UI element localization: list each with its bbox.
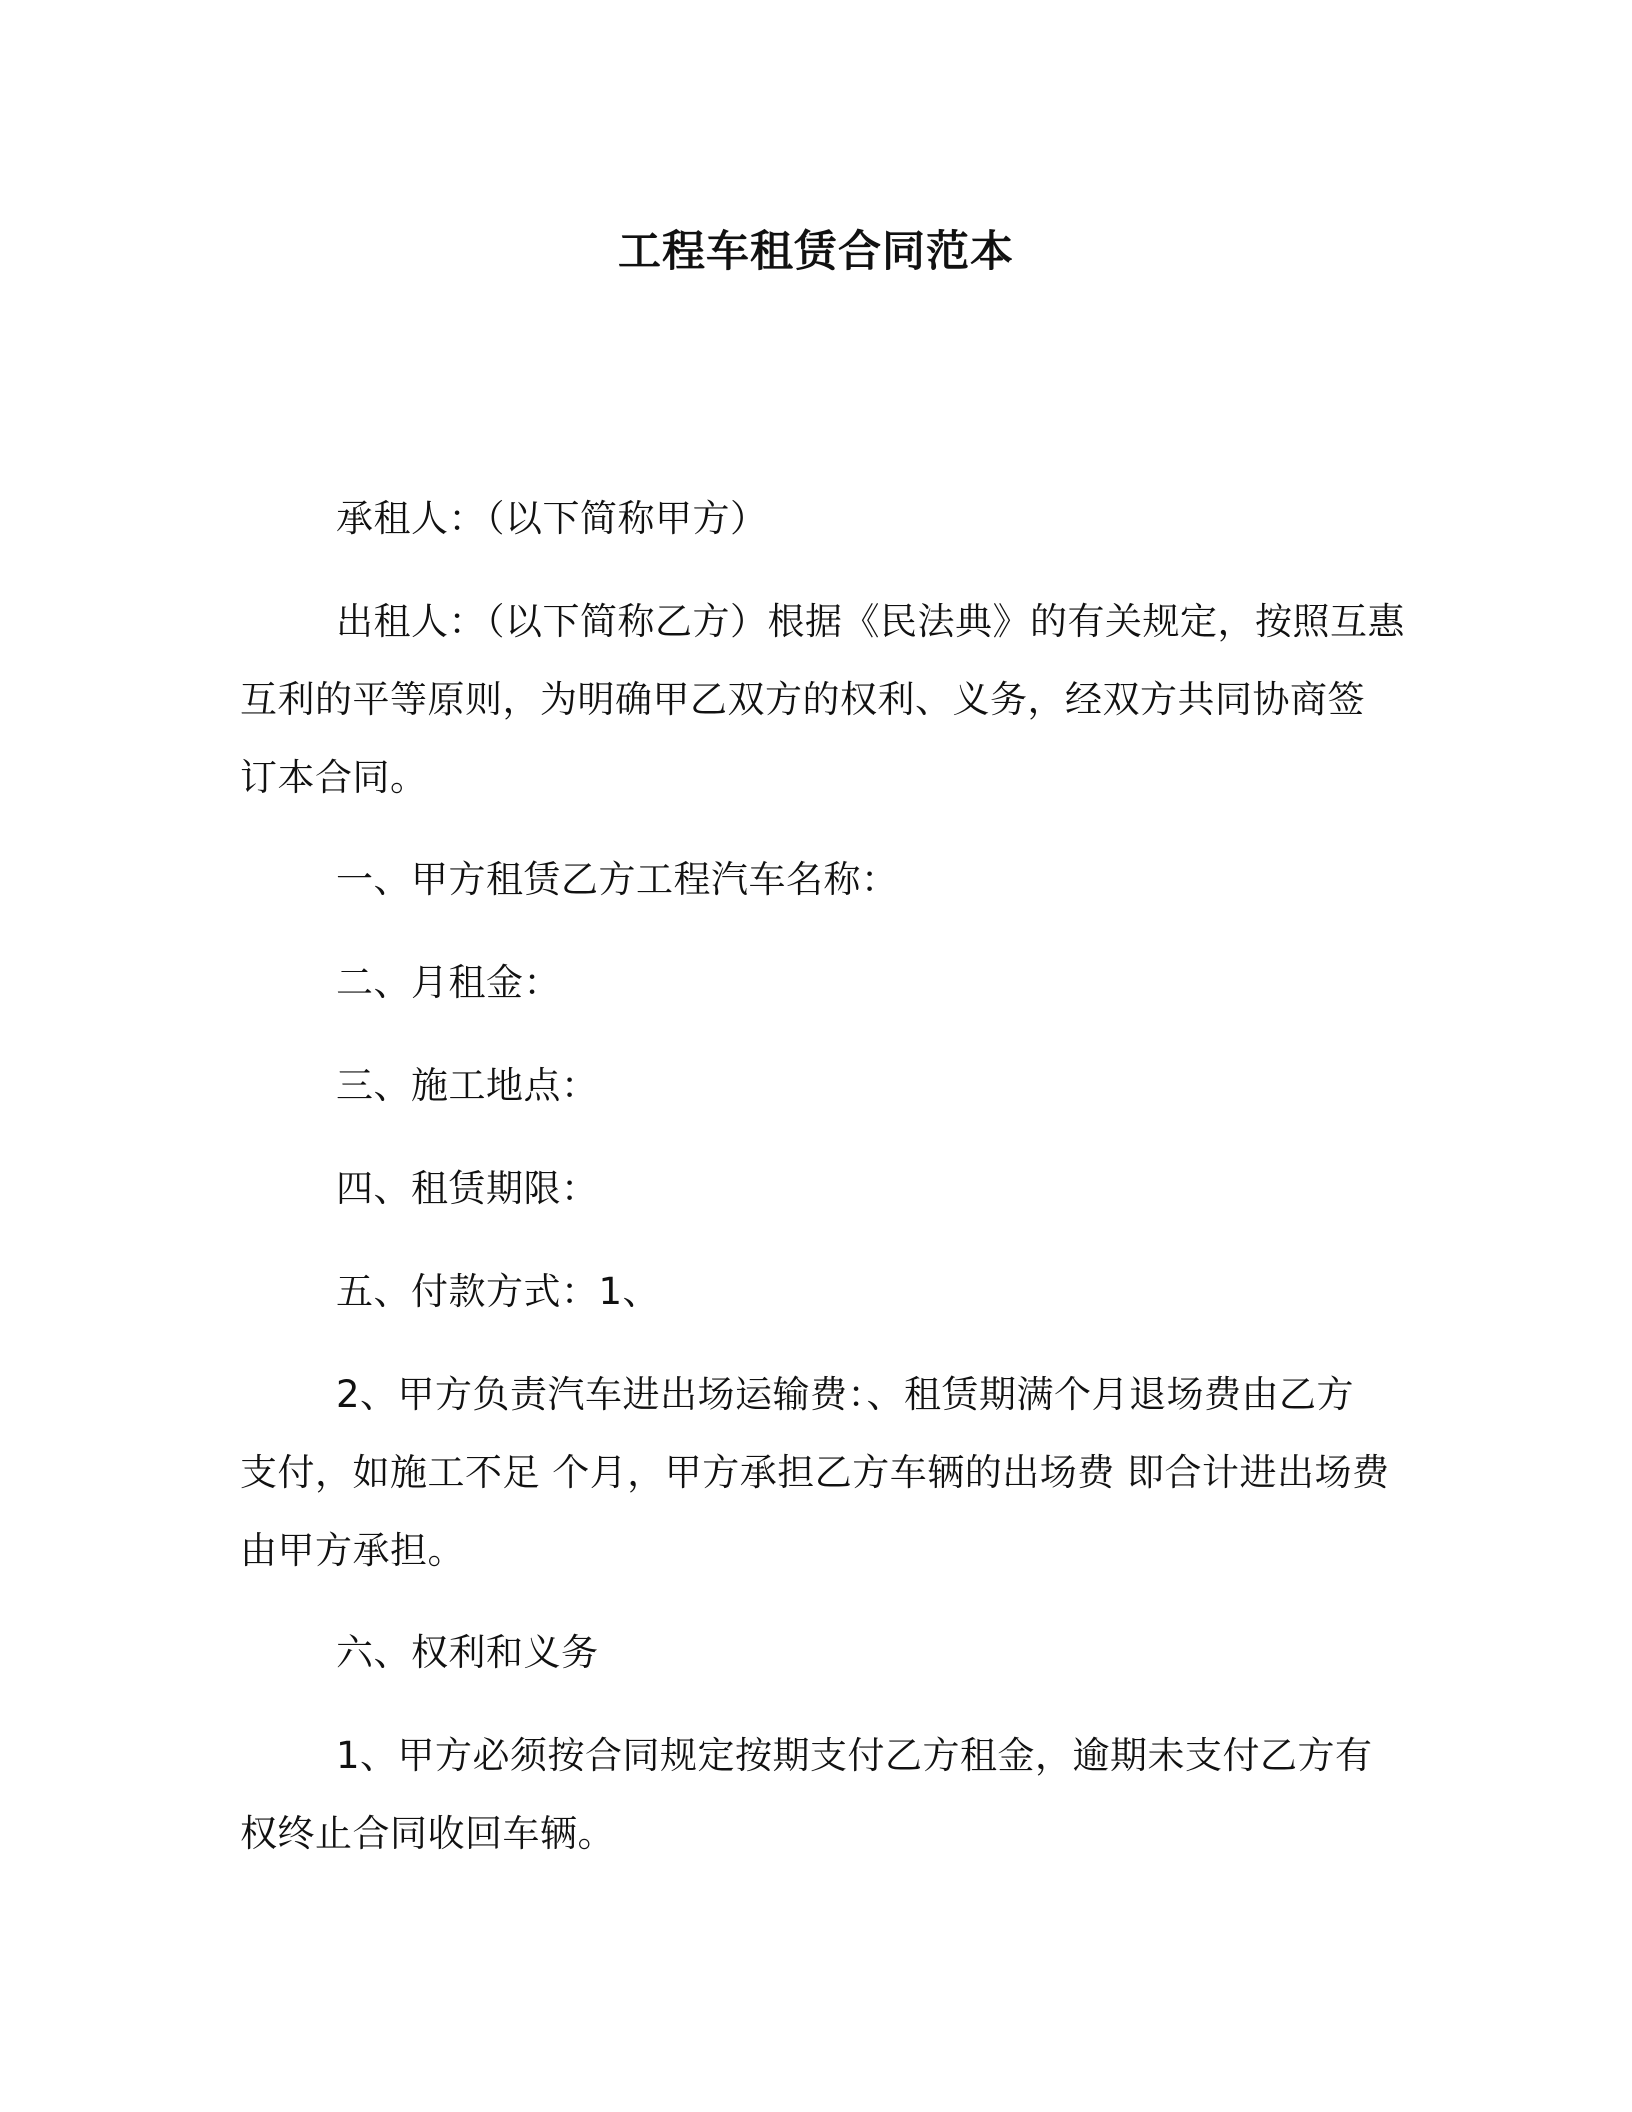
clause-6-item-1 <box>240 1717 1392 1873</box>
paragraph-line: 一、甲方租赁乙方工程汽车名称： <box>336 858 899 901</box>
paragraph-line: 互利的平等原则，为明确甲乙双方的权利、义务，经双方共同协商签 <box>240 678 1365 721</box>
clause-1 <box>240 841 1392 919</box>
paragraph-line: 承租人：（以下简称甲方） <box>336 497 768 540</box>
paragraph-line: 支付，如施工不足 个月，甲方承担乙方车辆的出场费 即合计进出场费 <box>240 1451 1390 1494</box>
document-title: 工程车租赁合同范本 <box>618 227 1014 277</box>
clause-5 <box>240 1253 1392 1331</box>
paragraph-line: 五、付款方式：1、 <box>336 1270 661 1313</box>
clause-5-item-2 <box>240 1356 1392 1590</box>
paragraph-line: 1、甲方必须按合同规定按期支付乙方租金，逾期未支付乙方有 <box>336 1734 1373 1777</box>
paragraph-line: 六、权利和义务 <box>336 1631 599 1674</box>
paragraph-line: 三、施工地点： <box>336 1064 599 1107</box>
paragraph-line: 四、租赁期限： <box>336 1167 599 1210</box>
paragraph-line: 订本合同。 <box>240 756 428 799</box>
paragraph-line: 二、月租金： <box>336 961 561 1004</box>
paragraph-line: 权终止合同收回车辆。 <box>240 1812 615 1855</box>
paragraph-lessor <box>240 583 1405 817</box>
clause-4 <box>240 1150 1392 1228</box>
clause-6 <box>240 1614 1392 1692</box>
paragraph-lessee <box>240 480 1392 558</box>
paragraph-line: 由甲方承担。 <box>240 1529 465 1572</box>
paragraph-line: 出租人：（以下简称乙方）根据《民法典》的有关规定，按照互惠 <box>336 600 1405 643</box>
paragraph-line: 2、甲方负责汽车进出场运输费：、租赁期满个月退场费由乙方 <box>336 1373 1355 1416</box>
clause-3 <box>240 1047 1392 1125</box>
clause-2 <box>240 944 1392 1022</box>
